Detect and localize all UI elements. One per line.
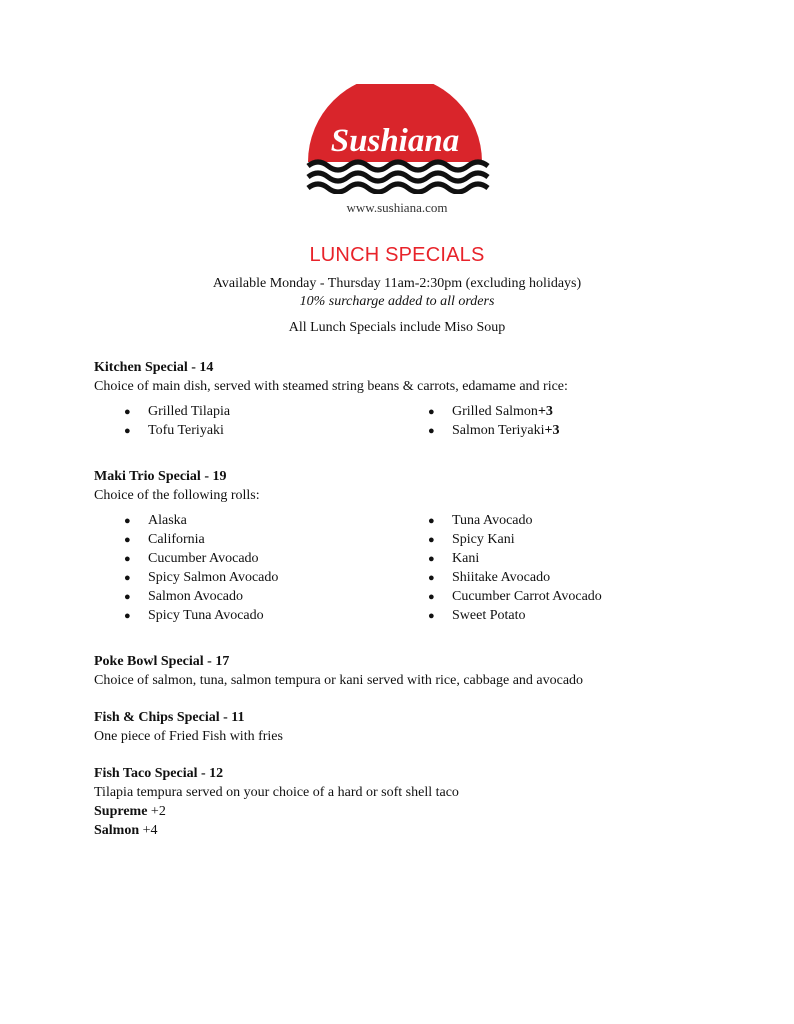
section-title: Fish Taco Special - 12 <box>94 766 224 781</box>
list-item: ● Salmon Avocado <box>124 589 244 604</box>
list-item: ● Tofu Teriyaki <box>124 423 224 438</box>
website-url[interactable]: www.sushiana.com <box>346 200 448 215</box>
list-item: ● Spicy Tuna Avocado <box>124 608 264 623</box>
section-title: Maki Trio Special - 19 <box>94 469 227 484</box>
list-item: ● Alaska <box>124 513 187 528</box>
page-title: LUNCH SPECIALS <box>309 244 485 266</box>
section-title: Poke Bowl Special - 17 <box>94 654 230 669</box>
list-item: ● Grilled Salmon +3 <box>428 404 553 419</box>
list-item: ● California <box>124 532 205 547</box>
list-item: ● Salmon Teriyaki +3 <box>428 423 560 438</box>
list-item: ● Grilled Tilapia <box>124 404 231 419</box>
list-item: ● Tuna Avocado <box>428 513 533 528</box>
taco-option-supreme: Supreme +2 <box>94 804 166 819</box>
fish-taco-special-section <box>94 764 714 840</box>
list-item: ● Cucumber Carrot Avocado <box>428 589 602 604</box>
section-description: Choice of the following rolls: <box>94 488 260 503</box>
maki-trio-special-section <box>94 467 714 625</box>
taco-option-salmon: Salmon +4 <box>94 823 158 838</box>
logo-waves <box>308 162 488 192</box>
kitchen-special-section <box>94 358 714 440</box>
surcharge-note: 10% surcharge added to all orders <box>299 294 495 309</box>
miso-note: All Lunch Specials include Miso Soup <box>288 320 506 335</box>
list-item: ● Spicy Salmon Avocado <box>124 570 279 585</box>
logo-text: Sushiana <box>330 123 460 159</box>
availability-text: Available Monday - Thursday 11am-2:30pm (excluding holidays) <box>212 276 582 291</box>
list-item: ● Kani <box>428 551 480 566</box>
list-item: ● Spicy Kani <box>428 532 515 547</box>
sushiana-logo <box>300 84 490 194</box>
section-title: Kitchen Special - 14 <box>94 360 214 375</box>
poke-bowl-special-section <box>94 652 714 690</box>
section-title: Fish & Chips Special - 11 <box>94 710 245 725</box>
section-description: Tilapia tempura served on your choice of a hard or soft shell taco <box>94 785 459 800</box>
list-item: ● Sweet Potato <box>428 608 526 623</box>
section-description: Choice of salmon, tuna, salmon tempura or kani served with rice, cabbage and avocado <box>94 673 584 688</box>
fish-and-chips-special-section <box>94 708 714 746</box>
list-item: ● Shiitake Avocado <box>428 570 551 585</box>
section-description: One piece of Fried Fish with fries <box>94 729 283 744</box>
list-item: ● Cucumber Avocado <box>124 551 259 566</box>
section-description: Choice of main dish, served with steamed string beans & carrots, edamame and rice: <box>94 379 568 394</box>
